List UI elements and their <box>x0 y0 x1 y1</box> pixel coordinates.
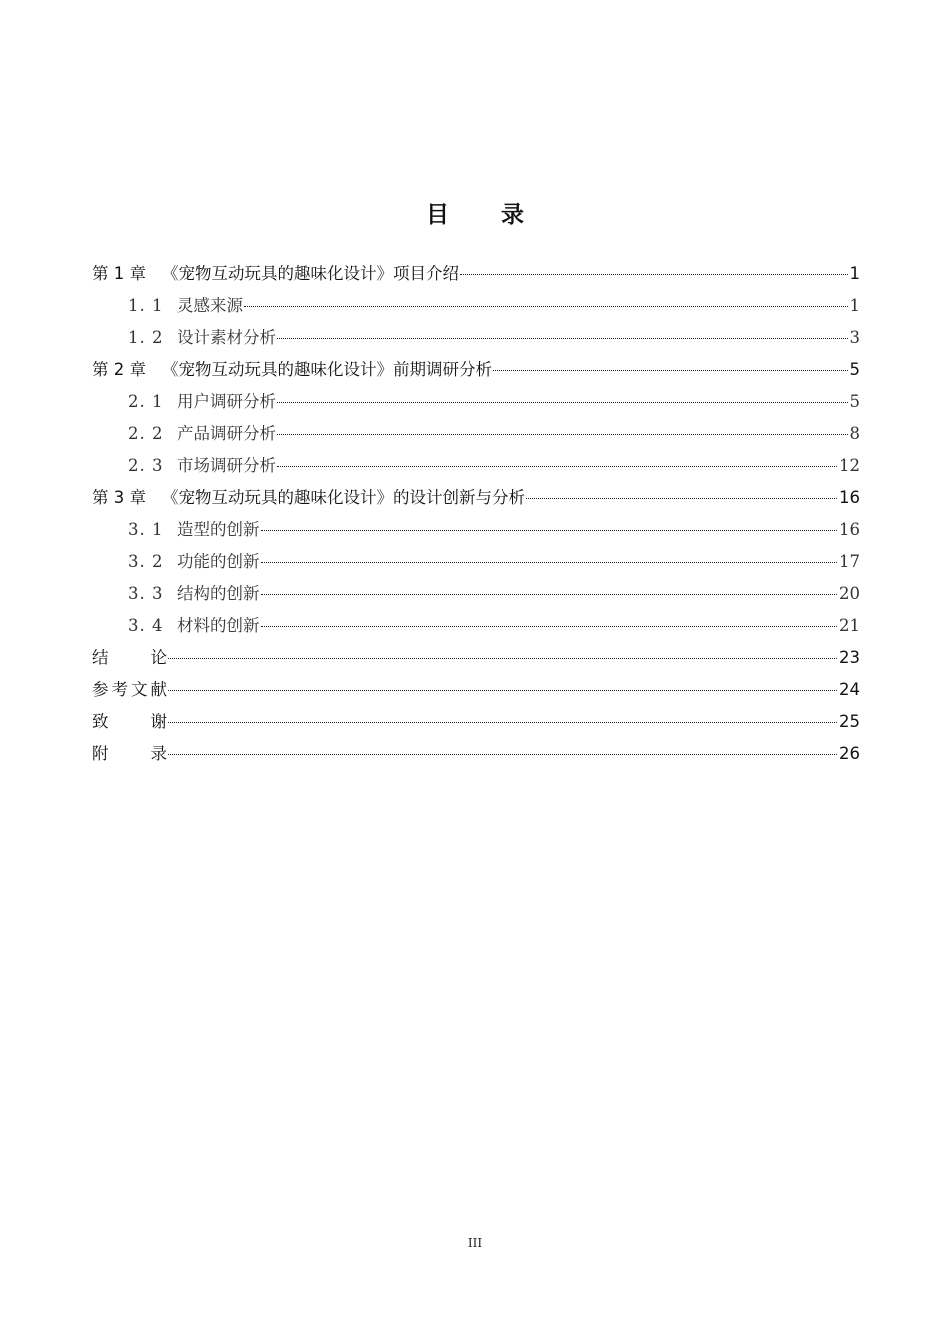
toc-entry-number: 第 3 章 <box>92 488 146 507</box>
toc-entry-page: 26 <box>839 744 860 763</box>
toc-leader-dots <box>168 690 837 691</box>
toc-entry-page: 5 <box>849 392 860 411</box>
toc-leader-dots <box>277 434 848 435</box>
toc-entry-section-2-3[interactable] <box>92 450 860 482</box>
toc-entry-number: 2. 1 <box>128 392 164 411</box>
toc-entry-acknowledgements[interactable] <box>92 706 860 738</box>
toc-entry-section-2-2[interactable] <box>92 418 860 450</box>
toc-entry-number: 3. 3 <box>128 584 164 603</box>
page-title <box>0 196 950 229</box>
toc-entry-page: 12 <box>839 456 860 475</box>
toc-entry-chapter-3[interactable] <box>92 482 860 514</box>
toc-entry-page: 20 <box>839 584 860 603</box>
toc-entry-page: 8 <box>849 424 860 443</box>
page-title-char-1: 目 <box>425 202 449 228</box>
toc-entry-page: 24 <box>839 680 860 699</box>
toc-entry-section-2-1[interactable] <box>92 386 860 418</box>
toc-entry-section-3-1[interactable] <box>92 514 860 546</box>
toc-leader-dots <box>526 498 837 499</box>
toc-entry-label: 《宠物互动玩具的趣味化设计》项目介绍 <box>162 264 459 283</box>
toc-leader-dots <box>277 402 848 403</box>
toc-leader-dots <box>261 594 838 595</box>
toc-entry-page: 1 <box>849 296 860 315</box>
toc-entry-label: 市场调研分析 <box>177 456 276 475</box>
toc-entry-label: 致谢 <box>92 712 167 731</box>
toc-entry-references[interactable] <box>92 674 860 706</box>
toc-entry-number: 1. 1 <box>128 296 164 315</box>
toc-leader-dots <box>244 306 848 307</box>
toc-entry-label: 产品调研分析 <box>177 424 276 443</box>
toc-entry-section-3-2[interactable] <box>92 546 860 578</box>
toc-entry-section-1-1[interactable] <box>92 290 860 322</box>
toc-entry-number: 第 1 章 <box>92 264 146 283</box>
toc-entry-label: 造型的创新 <box>177 520 260 539</box>
toc-entry-number: 第 2 章 <box>92 360 146 379</box>
toc-entry-label: 结论 <box>92 648 167 667</box>
toc-entry-page: 3 <box>849 328 860 347</box>
toc-leader-dots <box>168 754 837 755</box>
toc-entry-number: 2. 2 <box>128 424 164 443</box>
toc-entry-page: 21 <box>839 616 860 635</box>
table-of-contents <box>92 258 860 770</box>
toc-entry-section-3-4[interactable] <box>92 610 860 642</box>
toc-entry-label: 参考文献 <box>92 680 167 699</box>
toc-entry-appendix[interactable] <box>92 738 860 770</box>
toc-entry-label: 《宠物互动玩具的趣味化设计》的设计创新与分析 <box>162 488 525 507</box>
toc-entry-page: 23 <box>839 648 860 667</box>
toc-leader-dots <box>277 466 837 467</box>
toc-entry-number: 1. 2 <box>128 328 164 347</box>
toc-entry-conclusion[interactable] <box>92 642 860 674</box>
toc-entry-label: 灵感来源 <box>177 296 243 315</box>
toc-entry-label: 材料的创新 <box>177 616 260 635</box>
toc-leader-dots <box>277 338 848 339</box>
toc-entry-label: 结构的创新 <box>177 584 260 603</box>
toc-entry-page: 5 <box>849 360 860 379</box>
toc-entry-section-1-2[interactable] <box>92 322 860 354</box>
page-number-footer: III <box>467 1236 483 1250</box>
toc-entry-label: 功能的创新 <box>177 552 260 571</box>
toc-entry-label: 附录 <box>92 744 167 763</box>
toc-leader-dots <box>261 626 838 627</box>
toc-entry-number: 3. 2 <box>128 552 164 571</box>
toc-entry-chapter-2[interactable] <box>92 354 860 386</box>
toc-leader-dots <box>493 370 848 371</box>
toc-leader-dots <box>261 530 838 531</box>
toc-entry-number: 3. 1 <box>128 520 164 539</box>
toc-entry-number: 3. 4 <box>128 616 164 635</box>
toc-entry-label: 《宠物互动玩具的趣味化设计》前期调研分析 <box>162 360 492 379</box>
toc-entry-label: 用户调研分析 <box>177 392 276 411</box>
toc-entry-page: 17 <box>839 552 860 571</box>
page-title-char-2: 录 <box>501 202 524 228</box>
toc-entry-label: 设计素材分析 <box>177 328 276 347</box>
toc-entry-number: 2. 3 <box>128 456 164 475</box>
toc-entry-section-3-3[interactable] <box>92 578 860 610</box>
toc-entry-chapter-1[interactable] <box>92 258 860 290</box>
toc-entry-page: 25 <box>839 712 860 731</box>
toc-leader-dots <box>460 274 848 275</box>
toc-leader-dots <box>168 658 837 659</box>
toc-entry-page: 16 <box>839 488 860 507</box>
toc-leader-dots <box>261 562 838 563</box>
toc-entry-page: 16 <box>839 520 860 539</box>
toc-entry-page: 1 <box>849 264 860 283</box>
toc-leader-dots <box>168 722 837 723</box>
